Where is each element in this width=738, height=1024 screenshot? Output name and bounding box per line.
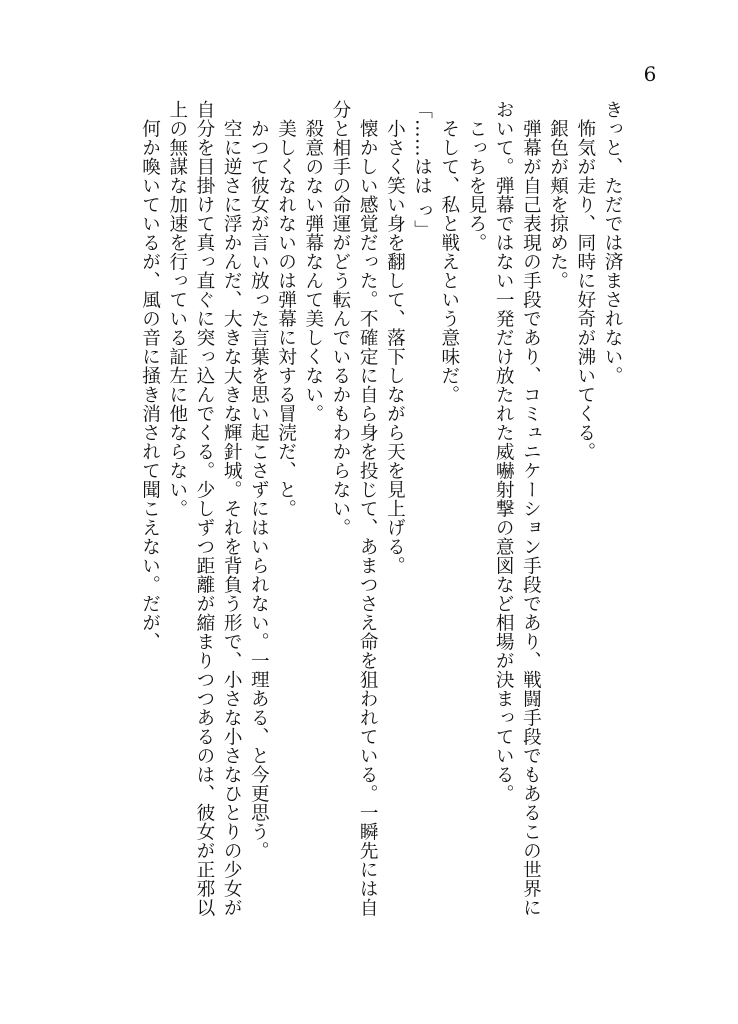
- text-line: かつて彼女が言い放った言葉を思い起こさずにはいられない。一理ある、と今更思う。: [248, 100, 270, 860]
- text-line: 分と相手の命運がどう転んでいるかもわからない。: [329, 100, 351, 537]
- text-line: 銀色が頬を掠めた。: [547, 100, 569, 290]
- body-text: [139, 100, 626, 920]
- text-line: 怖気が走り、同時に好奇が沸いてくる。: [574, 100, 596, 461]
- text-line: 小さく笑い身を翻して、落下しながら天を見上げる。: [384, 100, 406, 575]
- text-line: 上の無謀な加速を行っている証左に他ならない。: [166, 100, 188, 518]
- text-line: 空に逆さに浮かんだ、大きな大きな輝針城。それを背負う形で、小さな小さなひとりの少女が: [221, 100, 243, 917]
- page-number: 6: [643, 62, 657, 86]
- text-line: 弾幕が自己表現の手段であり、コミュニケーション手段であり、戦闘手段でもあるこの世界に: [520, 100, 542, 917]
- text-line: そして、私と戦えという意味だ。: [438, 100, 460, 404]
- text-line: 自分を目掛けて真っ直ぐに突っ込んでくる。少しずつ距離が縮まりつつあるのは、彼女が正邪以: [193, 100, 215, 917]
- text-line: 殺意のない弾幕なんて美しくない。: [302, 100, 324, 423]
- text-line: 「……はは っ」: [411, 100, 433, 240]
- text-line: こっちを見ろ。: [465, 100, 487, 252]
- text-line: おいて。弾幕ではない一発だけ放たれた威嚇射撃の意図など相場が決まっている。: [493, 100, 515, 803]
- text-line: 何か喚いているが、風の音に掻き消されて聞こえない。だが、: [139, 100, 161, 651]
- text-line: 懐かしい感覚だった。不確定に自ら身を投じて、あまつさえ命を狙われている。一瞬先には自: [357, 100, 379, 917]
- text-line: 美しくなれないのは弾幕に対する冒涜だ、と。: [275, 100, 297, 518]
- text-line: きっと、ただでは済まされない。: [602, 100, 623, 385]
